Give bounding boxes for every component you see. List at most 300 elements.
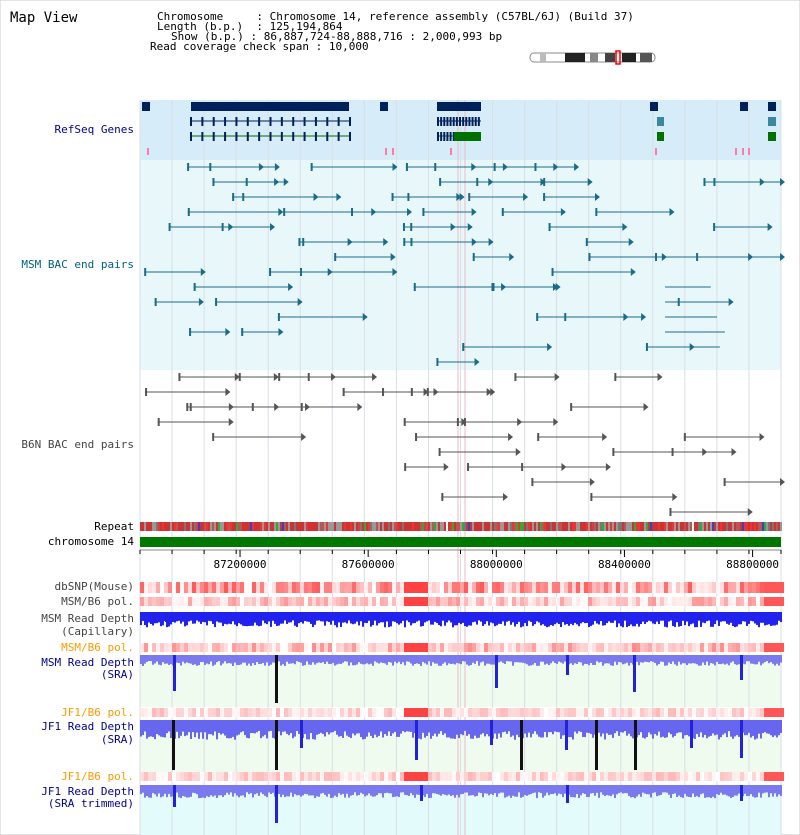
msm-b6-pol-cell[interactable] [532, 597, 536, 606]
exon[interactable] [437, 132, 439, 141]
jf1-b6-pol-cell[interactable] [508, 708, 512, 717]
jf1-trim-bar[interactable] [552, 785, 554, 794]
msm-cap-bar[interactable] [734, 612, 736, 627]
jf1-b6-pol-cell[interactable] [216, 772, 220, 781]
msm-b6-pol-cell[interactable] [492, 643, 496, 652]
exon[interactable] [281, 117, 283, 126]
msm-b6-pol-cell[interactable] [552, 643, 556, 652]
msm-sra-bar[interactable] [156, 655, 158, 662]
msm-cap-bar[interactable] [244, 612, 246, 626]
msm-b6-pol-cell[interactable] [364, 597, 368, 606]
msm-b6-pol-cell[interactable] [240, 643, 244, 652]
msm-b6-pol-cell[interactable] [296, 643, 300, 652]
jf1-sra-bar[interactable] [586, 720, 588, 733]
msm-cap-bar[interactable] [590, 612, 592, 626]
msm-b6-pol-cell[interactable] [192, 643, 196, 652]
jf1-b6-pol-cell[interactable] [420, 772, 424, 781]
jf1-sra-bar[interactable] [404, 720, 406, 732]
msm-b6-pol-cell[interactable] [520, 597, 524, 606]
repeat-seg[interactable] [500, 522, 502, 531]
msm-b6-pol-cell[interactable] [708, 643, 712, 652]
msm-bac-end[interactable] [588, 253, 590, 261]
msm-b6-pol-cell[interactable] [664, 597, 668, 606]
exon[interactable] [465, 117, 467, 126]
repeat-seg[interactable] [220, 522, 222, 531]
jf1-b6-pol-cell[interactable] [668, 708, 672, 717]
dbsnp-cell[interactable] [348, 582, 352, 593]
msm-sra-bar[interactable] [194, 655, 196, 664]
marker[interactable] [392, 148, 394, 155]
repeat-seg[interactable] [364, 522, 366, 531]
jf1-trim-bar[interactable] [204, 785, 206, 798]
repeat-seg[interactable] [598, 522, 600, 531]
repeat-seg[interactable] [310, 522, 312, 531]
msm-cap-bar[interactable] [608, 612, 610, 621]
repeat-seg[interactable] [542, 522, 544, 531]
msm-cap-bar[interactable] [408, 612, 410, 622]
repeat-seg[interactable] [228, 522, 230, 531]
repeat-seg[interactable] [314, 522, 316, 531]
jf1-sra-bar[interactable] [188, 720, 190, 732]
jf1-sra-bar[interactable] [644, 720, 646, 739]
jf1-sra-bar[interactable] [240, 720, 242, 732]
dbsnp-cell[interactable] [468, 582, 472, 593]
msm-b6-pol-cell[interactable] [712, 643, 716, 652]
jf1-trim-bar[interactable] [612, 785, 614, 794]
msm-cap-bar[interactable] [532, 612, 534, 626]
jf1-b6-pol-cell[interactable] [228, 772, 232, 781]
msm-cap-bar[interactable] [634, 612, 636, 626]
msm-cap-bar[interactable] [288, 612, 290, 623]
msm-cap-bar[interactable] [374, 612, 376, 621]
dbsnp-cell[interactable] [776, 582, 780, 593]
jf1-sra-bar[interactable] [340, 720, 342, 736]
b6n-bac-end[interactable] [537, 433, 539, 441]
b6n-bac-end[interactable] [404, 418, 406, 426]
jf1-b6-pol-cell[interactable] [668, 772, 672, 781]
jf1-sra-bar[interactable] [218, 720, 220, 733]
msm-sra-bar[interactable] [216, 655, 218, 662]
jf1-b6-pol-cell[interactable] [168, 772, 172, 781]
jf1-sra-bar[interactable] [776, 720, 778, 737]
msm-b6-pol-cell[interactable] [300, 643, 304, 652]
msm-b6-pol-cell[interactable] [620, 643, 624, 652]
jf1-sra-bar[interactable] [360, 720, 362, 737]
jf1-trim-bar[interactable] [754, 785, 756, 798]
repeat-seg[interactable] [688, 522, 690, 531]
msm-bac-end[interactable] [595, 208, 597, 216]
msm-sra-bar[interactable] [770, 655, 772, 662]
msm-sra-bar[interactable] [672, 655, 674, 661]
jf1-b6-pol-cell[interactable] [332, 708, 336, 717]
repeat-seg[interactable] [494, 522, 496, 531]
jf1-trim-bar[interactable] [312, 785, 314, 795]
msm-cap-bar[interactable] [722, 612, 724, 621]
jf1-b6-pol-cell[interactable] [212, 772, 216, 781]
jf1-sra-bar[interactable] [386, 720, 388, 736]
jf1-trim-bar[interactable] [588, 785, 590, 797]
jf1-b6-pol-cell[interactable] [324, 772, 328, 781]
msm-sra-bar[interactable] [662, 655, 664, 662]
repeat-seg[interactable] [362, 522, 364, 531]
msm-cap-bar[interactable] [340, 612, 342, 627]
marker[interactable] [655, 148, 657, 155]
track-label-b6n-bac[interactable]: B6N BAC end pairs [21, 438, 134, 451]
msm-cap-bar[interactable] [604, 612, 606, 625]
jf1-trim-bar[interactable] [234, 785, 236, 793]
msm-b6-pol-cell[interactable] [184, 597, 188, 606]
msm-cap-bar[interactable] [658, 612, 660, 624]
msm-b6-pol-cell[interactable] [716, 643, 720, 652]
msm-cap-bar[interactable] [402, 612, 404, 621]
jf1-b6-pol-cell[interactable] [424, 772, 428, 781]
msm-cap-bar[interactable] [270, 612, 272, 627]
msm-sra-bar[interactable] [238, 655, 240, 665]
msm-cap-bar[interactable] [338, 612, 340, 622]
dbsnp-cell[interactable] [444, 582, 448, 593]
jf1-sra-bar[interactable] [602, 720, 604, 734]
msm-sra-bar[interactable] [510, 655, 512, 661]
msm-sra-bar[interactable] [372, 655, 374, 666]
msm-cap-bar[interactable] [500, 612, 502, 624]
msm-b6-pol-cell[interactable] [192, 597, 196, 606]
msm-cap-bar[interactable] [326, 612, 328, 621]
jf1-trim-bar[interactable] [368, 785, 370, 793]
jf1-b6-pol-cell[interactable] [504, 772, 508, 781]
repeat-seg[interactable] [586, 522, 588, 531]
msm-sra-bar[interactable] [670, 655, 672, 664]
msm-sra-bar[interactable] [484, 655, 486, 666]
jf1-b6-pol-cell[interactable] [772, 708, 776, 717]
jf1-b6-pol-cell[interactable] [632, 772, 636, 781]
repeat-seg[interactable] [166, 522, 168, 531]
jf1-sra-bar[interactable] [580, 720, 582, 732]
repeat-seg[interactable] [482, 522, 484, 531]
msm-b6-pol-cell[interactable] [548, 597, 552, 606]
exon[interactable] [326, 132, 328, 141]
jf1-trim-bar[interactable] [316, 785, 318, 796]
msm-sra-bar[interactable] [178, 655, 180, 663]
msm-cap-bar[interactable] [450, 612, 452, 622]
jf1-sra-bar[interactable] [334, 720, 336, 731]
b6n-bac-end[interactable] [343, 388, 345, 396]
jf1-sra-bar[interactable] [304, 720, 306, 734]
msm-cap-bar[interactable] [222, 612, 224, 626]
msm-sra-bar[interactable] [776, 655, 778, 664]
repeat-seg[interactable] [344, 522, 346, 531]
repeat-seg[interactable] [780, 522, 782, 531]
msm-cap-bar[interactable] [562, 612, 564, 622]
track-label-msm-b6-pol-1[interactable]: MSM/B6 pol. [61, 595, 134, 608]
jf1-sra-bar[interactable] [148, 720, 150, 737]
msm-cap-bar[interactable] [178, 612, 180, 621]
msm-sra-bar[interactable] [168, 655, 170, 665]
msm-cap-bar[interactable] [210, 612, 212, 621]
msm-sra-bar[interactable] [400, 655, 402, 664]
msm-sra-bar[interactable] [210, 655, 212, 662]
dbsnp-cell[interactable] [652, 582, 656, 593]
msm-sra-bar[interactable] [586, 655, 588, 664]
repeat-seg[interactable] [520, 522, 522, 531]
msm-bac-end[interactable] [334, 253, 336, 261]
jf1-sra-bar[interactable] [598, 720, 600, 733]
dbsnp-cell[interactable] [584, 582, 588, 593]
jf1-b6-pol-cell[interactable] [592, 772, 596, 781]
msm-sra-bar[interactable] [548, 655, 550, 665]
jf1-trim-bar[interactable] [736, 785, 738, 796]
repeat-seg[interactable] [212, 522, 214, 531]
exon[interactable] [281, 132, 283, 141]
repeat-seg[interactable] [638, 522, 640, 531]
msm-b6-pol-cell[interactable] [640, 597, 644, 606]
msm-sra-bar[interactable] [686, 655, 688, 665]
msm-b6-pol-cell[interactable] [452, 597, 456, 606]
jf1-trim-bar[interactable] [348, 785, 350, 798]
repeat-seg[interactable] [480, 522, 482, 531]
msm-cap-bar[interactable] [412, 612, 414, 623]
msm-sra-bar[interactable] [766, 655, 768, 661]
dbsnp-cell[interactable] [296, 582, 300, 593]
jf1-b6-pol-cell[interactable] [712, 708, 716, 717]
msm-cap-bar[interactable] [140, 612, 142, 625]
msm-cap-bar[interactable] [612, 612, 614, 623]
msm-cap-bar[interactable] [778, 612, 780, 621]
msm-cap-bar[interactable] [180, 612, 182, 624]
msm-b6-pol-cell[interactable] [532, 643, 536, 652]
jf1-b6-pol-cell[interactable] [328, 708, 332, 717]
msm-sra-bar[interactable] [408, 655, 410, 662]
msm-b6-pol-cell[interactable] [620, 597, 624, 606]
repeat-seg[interactable] [386, 522, 388, 531]
dbsnp-cell[interactable] [288, 582, 292, 593]
msm-b6-pol-cell[interactable] [468, 643, 472, 652]
msm-b6-pol-cell[interactable] [756, 643, 760, 652]
jf1-b6-pol-cell[interactable] [496, 772, 500, 781]
jf1-trim-bar[interactable] [182, 785, 184, 796]
msm-sra-bar[interactable] [488, 655, 490, 664]
exon[interactable] [258, 132, 260, 141]
dbsnp-cell[interactable] [736, 582, 740, 593]
repeat-seg[interactable] [532, 522, 534, 531]
msm-sra-bar[interactable] [434, 655, 436, 664]
msm-bac-end[interactable] [586, 238, 588, 246]
repeat-seg[interactable] [260, 522, 262, 531]
msm-sra-bar[interactable] [700, 655, 702, 666]
jf1-sra-bar[interactable] [632, 720, 634, 738]
jf1-b6-pol-cell[interactable] [384, 708, 388, 717]
jf1-sra-bar[interactable] [208, 720, 210, 734]
jf1-b6-pol-cell[interactable] [756, 772, 760, 781]
msm-cap-bar[interactable] [216, 612, 218, 621]
msm-b6-pol-cell[interactable] [344, 597, 348, 606]
jf1-trim-bar[interactable] [264, 785, 266, 796]
msm-bac-end[interactable] [552, 268, 554, 276]
repeat-seg[interactable] [516, 522, 518, 531]
dbsnp-cell[interactable] [520, 582, 524, 593]
repeat-seg[interactable] [690, 522, 692, 531]
jf1-trim-bar[interactable] [646, 785, 648, 794]
msm-cap-spike[interactable] [300, 612, 303, 620]
jf1-b6-pol-cell[interactable] [400, 772, 404, 781]
jf1-trim-bar[interactable] [734, 785, 736, 795]
msm-sra-bar[interactable] [468, 655, 470, 666]
msm-cap-bar[interactable] [356, 612, 358, 622]
dbsnp-cell[interactable] [232, 582, 236, 593]
msm-cap-bar[interactable] [364, 612, 366, 623]
repeat-seg[interactable] [768, 522, 770, 531]
jf1-sra-bar[interactable] [428, 720, 430, 732]
msm-b6-pol-cell[interactable] [244, 597, 248, 606]
msm-cap-bar[interactable] [744, 612, 746, 622]
jf1-trim-bar[interactable] [462, 785, 464, 794]
dbsnp-cell[interactable] [428, 582, 432, 593]
msm-sra-bar[interactable] [340, 655, 342, 664]
jf1-trim-bar[interactable] [700, 785, 702, 794]
jf1-sra-bar[interactable] [762, 720, 764, 733]
jf1-b6-pol-cell[interactable] [392, 772, 396, 781]
gene-block[interactable] [191, 102, 349, 111]
msm-cap-bar[interactable] [318, 612, 320, 620]
msm-b6-pol-cell[interactable] [420, 643, 424, 652]
dbsnp-cell[interactable] [352, 582, 356, 593]
msm-cap-bar[interactable] [204, 612, 206, 622]
exon[interactable] [338, 132, 340, 141]
msm-sra-bar[interactable] [708, 655, 710, 666]
msm-sra-bar[interactable] [678, 655, 680, 662]
jf1-trim-bar[interactable] [676, 785, 678, 797]
repeat-seg[interactable] [384, 522, 386, 531]
msm-bac-end[interactable] [436, 358, 438, 366]
msm-b6-pol-cell[interactable] [488, 643, 492, 652]
jf1-sra-bar[interactable] [160, 720, 162, 737]
msm-cap-bar[interactable] [756, 612, 758, 625]
repeat-seg[interactable] [248, 522, 250, 531]
jf1-sra-bar[interactable] [402, 720, 404, 731]
jf1-b6-pol-cell[interactable] [624, 708, 628, 717]
msm-sra-bar[interactable] [384, 655, 386, 663]
msm-b6-pol-cell[interactable] [728, 597, 732, 606]
repeat-seg[interactable] [450, 522, 452, 531]
jf1-b6-pol-cell[interactable] [512, 772, 516, 781]
jf1-trim-bar[interactable] [752, 785, 754, 797]
msm-b6-pol-cell[interactable] [752, 597, 756, 606]
jf1-b6-pol-cell[interactable] [600, 708, 604, 717]
jf1-trim-bar[interactable] [780, 785, 782, 796]
jf1-b6-pol-cell[interactable] [452, 772, 456, 781]
exon[interactable] [224, 117, 226, 126]
jf1-trim-bar[interactable] [254, 785, 256, 794]
msm-cap-bar[interactable] [578, 612, 580, 626]
msm-sra-bar[interactable] [734, 655, 736, 664]
msm-b6-pol-cell[interactable] [160, 597, 164, 606]
dbsnp-cell[interactable] [576, 582, 580, 593]
msm-b6-pol-cell[interactable] [300, 597, 304, 606]
msm-cap-bar[interactable] [218, 612, 220, 622]
dbsnp-cell[interactable] [724, 582, 728, 593]
dbsnp-cell[interactable] [716, 582, 720, 593]
gene-block[interactable] [768, 102, 776, 111]
repeat-seg[interactable] [670, 522, 672, 531]
jf1-b6-pol-cell[interactable] [548, 772, 552, 781]
msm-sra-bar[interactable] [454, 655, 456, 664]
msm-b6-pol-cell[interactable] [164, 597, 168, 606]
jf1-trim-bar[interactable] [450, 785, 452, 796]
msm-b6-pol-cell[interactable] [460, 597, 464, 606]
dbsnp-cell[interactable] [424, 582, 428, 593]
msm-b6-pol-cell[interactable] [180, 643, 184, 652]
dbsnp-cell[interactable] [564, 582, 568, 593]
jf1-trim-bar[interactable] [630, 785, 632, 797]
jf1-b6-pol-cell[interactable] [752, 772, 756, 781]
msm-sra-bar[interactable] [358, 655, 360, 662]
msm-sra-bar[interactable] [364, 655, 366, 664]
msm-cap-bar[interactable] [272, 612, 274, 621]
msm-b6-pol-cell[interactable] [288, 643, 292, 652]
repeat-seg[interactable] [578, 522, 580, 531]
msm-cap-bar[interactable] [776, 612, 778, 625]
b6n-bac-end[interactable] [186, 403, 188, 411]
jf1-sra-bar[interactable] [262, 720, 264, 736]
jf1-b6-pol-cell[interactable] [552, 772, 556, 781]
msm-sra-bar[interactable] [690, 655, 692, 664]
repeat-seg[interactable] [268, 522, 270, 531]
jf1-sra-bar[interactable] [434, 720, 436, 734]
b6n-bac-end[interactable] [145, 388, 147, 396]
jf1-b6-pol-cell[interactable] [680, 708, 684, 717]
msm-cap-bar[interactable] [626, 612, 628, 627]
jf1-b6-pol-cell[interactable] [412, 772, 416, 781]
jf1-b6-pol-cell[interactable] [676, 708, 680, 717]
msm-sra-bar[interactable] [772, 655, 774, 664]
msm-sra-bar[interactable] [644, 655, 646, 662]
jf1-sra-bar[interactable] [710, 720, 712, 736]
jf1-b6-pol-cell[interactable] [420, 708, 424, 717]
msm-cap-bar[interactable] [550, 612, 552, 625]
msm-sra-bar[interactable] [322, 655, 324, 662]
jf1-b6-pol-cell[interactable] [164, 772, 168, 781]
repeat-seg[interactable] [652, 522, 654, 531]
jf1-b6-pol-cell[interactable] [740, 708, 744, 717]
dbsnp-cell[interactable] [188, 582, 192, 593]
jf1-trim-bar[interactable] [748, 785, 750, 796]
jf1-trim-bar[interactable] [384, 785, 386, 793]
jf1-b6-pol-cell[interactable] [180, 772, 184, 781]
jf1-trim-bar[interactable] [746, 785, 748, 796]
jf1-trim-bar[interactable] [556, 785, 558, 796]
msm-sra-bar[interactable] [290, 655, 292, 664]
jf1-b6-pol-cell[interactable] [512, 708, 516, 717]
jf1-sra-bar[interactable] [530, 720, 532, 737]
msm-bac-end[interactable] [549, 223, 551, 231]
msm-b6-pol-cell[interactable] [432, 643, 436, 652]
dbsnp-cell[interactable] [544, 582, 548, 593]
msm-b6-pol-cell[interactable] [672, 597, 676, 606]
msm-b6-pol-cell[interactable] [212, 597, 216, 606]
repeat-seg[interactable] [572, 522, 574, 531]
msm-sra-bar[interactable] [230, 655, 232, 664]
jf1-trim-bar[interactable] [418, 785, 420, 795]
repeat-seg[interactable] [680, 522, 682, 531]
msm-cap-bar[interactable] [414, 612, 416, 623]
jf1-trim-bar[interactable] [682, 785, 684, 798]
msm-b6-pol-cell[interactable] [480, 643, 484, 652]
msm-b6-pol-cell[interactable] [508, 643, 512, 652]
dbsnp-cell[interactable] [308, 582, 312, 593]
msm-sra-bar[interactable] [514, 655, 516, 662]
jf1-sra-spike[interactable] [490, 720, 493, 745]
msm-sra-bar[interactable] [764, 655, 766, 662]
jf1-b6-pol-cell[interactable] [596, 772, 600, 781]
